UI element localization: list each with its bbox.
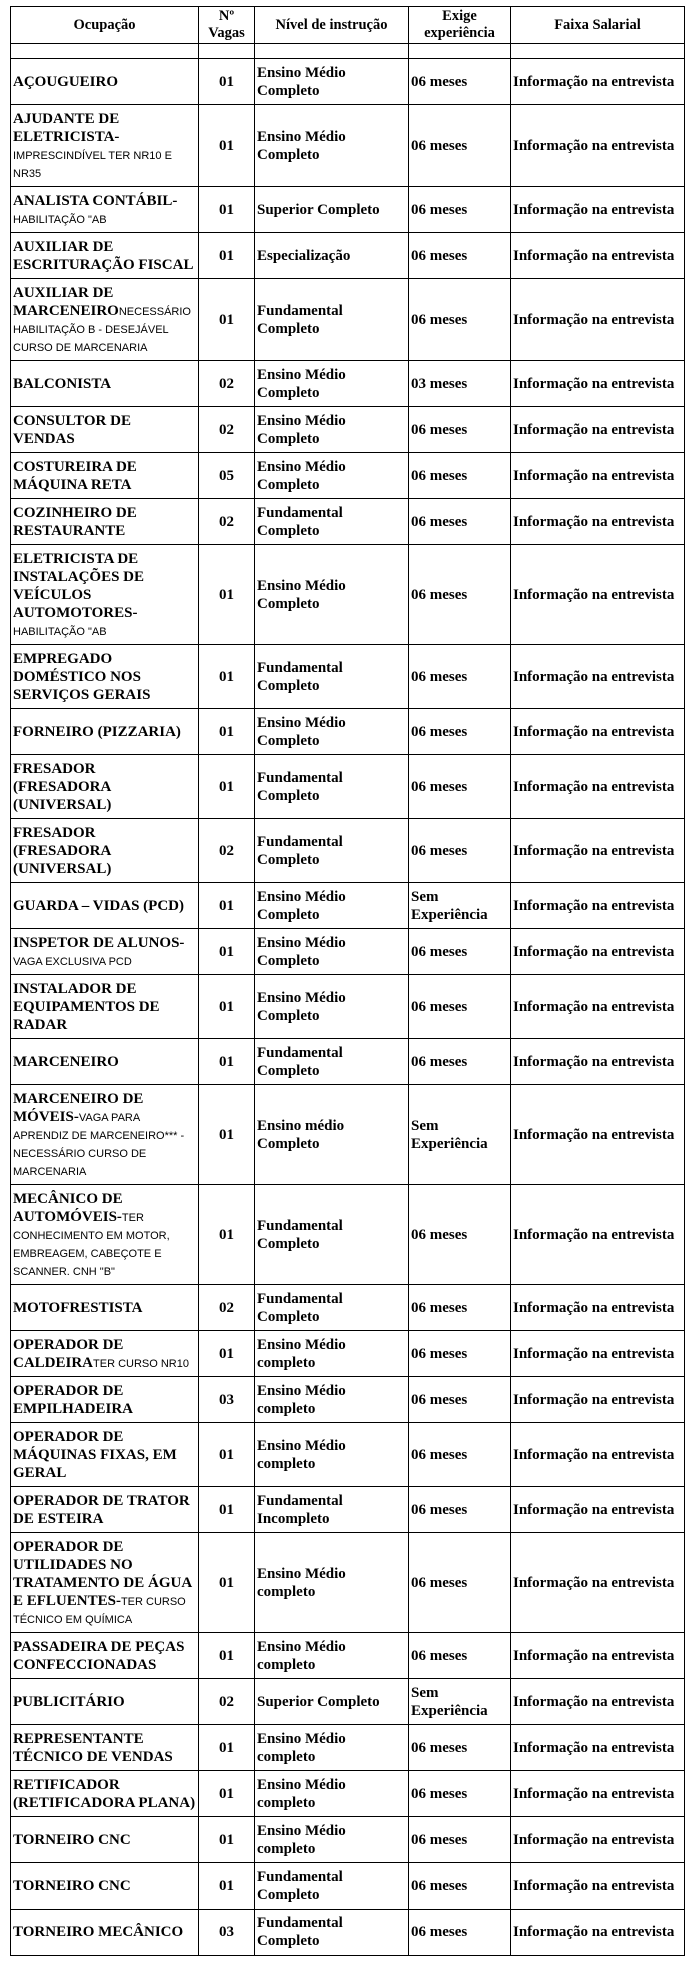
cell-ocupacao [11, 1423, 199, 1487]
cell-salario: Informação na entrevista [511, 453, 685, 499]
cell-salario: Informação na entrevista [511, 105, 685, 187]
cell-ocupacao [11, 233, 199, 279]
occupation-note: TER CONHECIMENTO EM MOTOR, EMBREAGEM, CABEÇOTE E SCANNER. CNH "B" [13, 1211, 170, 1278]
cell-vagas: 05 [199, 453, 255, 499]
table-row [11, 1487, 685, 1533]
cell-experiencia: 06 meses [409, 755, 511, 819]
cell-salario: Informação na entrevista [511, 233, 685, 279]
occupation-title: OPERADOR DE TRATOR DE ESTEIRA [13, 1492, 190, 1527]
cell-experiencia: 06 meses [409, 499, 511, 545]
cell-ocupacao [11, 1039, 199, 1085]
table-row [11, 1633, 685, 1679]
cell-nivel: Ensino Médio completo [255, 1771, 409, 1817]
cell-experiencia: 06 meses [409, 453, 511, 499]
table-row [11, 545, 685, 645]
cell-ocupacao [11, 105, 199, 187]
occupation-title: REPRESENTANTE TÉCNICO DE VENDAS [13, 1730, 173, 1765]
occupation-title: INSTALADOR DE EQUIPAMENTOS DE RADAR [13, 980, 160, 1033]
cell-salario: Informação na entrevista [511, 709, 685, 755]
table-row [11, 233, 685, 279]
cell-nivel: Fundamental Incompleto [255, 1487, 409, 1533]
table-row [11, 1039, 685, 1085]
cell-nivel: Ensino Médio completo [255, 1633, 409, 1679]
cell-experiencia: 03 meses [409, 361, 511, 407]
occupation-title: BALCONISTA [13, 375, 112, 392]
cell-nivel: Ensino Médio completo [255, 1533, 409, 1633]
cell-vagas: 01 [199, 1633, 255, 1679]
cell-vagas: 02 [199, 361, 255, 407]
cell-experiencia: 06 meses [409, 709, 511, 755]
cell-ocupacao [11, 1633, 199, 1679]
cell-vagas: 01 [199, 1185, 255, 1285]
table-row [11, 755, 685, 819]
cell-ocupacao [11, 59, 199, 105]
table-row [11, 499, 685, 545]
cell-ocupacao [11, 453, 199, 499]
table-row [11, 1331, 685, 1377]
cell-salario: Informação na entrevista [511, 1423, 685, 1487]
cell-salario: Informação na entrevista [511, 499, 685, 545]
cell-salario: Informação na entrevista [511, 975, 685, 1039]
occupation-title: ANALISTA CONTÁBIL- [13, 192, 178, 209]
cell-vagas: 01 [199, 1085, 255, 1185]
cell-ocupacao [11, 1185, 199, 1285]
occupation-title: RETIFICADOR (RETIFICADORA PLANA) [13, 1776, 196, 1811]
cell-experiencia: Sem Experiência [409, 1085, 511, 1185]
cell-vagas: 01 [199, 645, 255, 709]
table-row [11, 883, 685, 929]
cell-ocupacao [11, 709, 199, 755]
table-row [11, 407, 685, 453]
cell-vagas: 01 [199, 1725, 255, 1771]
cell-nivel: Fundamental Completo [255, 819, 409, 883]
cell-ocupacao [11, 975, 199, 1039]
cell-experiencia: 06 meses [409, 975, 511, 1039]
cell-nivel: Ensino Médio Completo [255, 105, 409, 187]
cell-experiencia: 06 meses [409, 1423, 511, 1487]
cell-salario: Informação na entrevista [511, 1725, 685, 1771]
occupation-title: TORNEIRO MECÂNICO [13, 1924, 184, 1940]
table-row [11, 1909, 685, 1955]
occupation-title: AJUDANTE DE ELETRICISTA- [13, 110, 120, 145]
cell-vagas: 01 [199, 1331, 255, 1377]
occupation-title: GUARDA – VIDAS (PCD) [13, 897, 184, 914]
cell-salario: Informação na entrevista [511, 1909, 685, 1955]
occupation-title: OPERADOR DE EMPILHADEIRA [13, 1382, 134, 1417]
header-row [11, 7, 685, 44]
cell-ocupacao [11, 279, 199, 361]
cell-experiencia: 06 meses [409, 1185, 511, 1285]
cell-salario: Informação na entrevista [511, 279, 685, 361]
occupation-title: FRESADOR (FRESADORA (UNIVERSAL) [13, 760, 112, 813]
cell-vagas: 01 [199, 975, 255, 1039]
header-nivel: Nível de instrução [255, 7, 409, 44]
cell-nivel: Superior Completo [255, 1679, 409, 1725]
cell-ocupacao [11, 1771, 199, 1817]
cell-experiencia: Sem Experiência [409, 883, 511, 929]
cell-experiencia: 06 meses [409, 407, 511, 453]
cell-experiencia: 06 meses [409, 1863, 511, 1909]
table-row [11, 1679, 685, 1725]
cell-nivel: Ensino Médio Completo [255, 975, 409, 1039]
cell-salario: Informação na entrevista [511, 187, 685, 233]
cell-nivel: Ensino Médio Completo [255, 545, 409, 645]
cell-experiencia: 06 meses [409, 1817, 511, 1863]
cell-nivel: Ensino Médio Completo [255, 453, 409, 499]
cell-experiencia: Sem Experiência [409, 1679, 511, 1725]
occupation-title: EMPREGADO DOMÉSTICO NOS SERVIÇOS GERAIS [13, 650, 151, 703]
occupation-note: HABILITAÇÃO "AB [13, 213, 107, 226]
cell-nivel: Ensino Médio Completo [255, 407, 409, 453]
table-row [11, 1185, 685, 1285]
cell-ocupacao [11, 883, 199, 929]
cell-salario: Informação na entrevista [511, 1771, 685, 1817]
occupation-title: ELETRICISTA DE INSTALAÇÕES DE VEÍCULOS AUTOMOTORES- [13, 550, 145, 621]
occupation-title: AÇOUGUEIRO [13, 73, 119, 90]
cell-experiencia: 06 meses [409, 1377, 511, 1423]
table-row [11, 975, 685, 1039]
cell-salario: Informação na entrevista [511, 883, 685, 929]
job-openings-table [10, 6, 685, 1956]
occupation-title: OPERADOR DE UTILIDADES NO TRATAMENTO DE ÁGUA E EFLUENTES- [13, 1538, 192, 1609]
cell-vagas: 01 [199, 1039, 255, 1085]
cell-ocupacao [11, 1487, 199, 1533]
occupation-note: VAGA EXCLUSIVA PCD [13, 955, 132, 968]
cell-vagas: 01 [199, 709, 255, 755]
cell-salario: Informação na entrevista [511, 819, 685, 883]
cell-experiencia: 06 meses [409, 1909, 511, 1955]
cell-nivel: Fundamental Completo [255, 1909, 409, 1955]
cell-ocupacao [11, 1331, 199, 1377]
cell-ocupacao [11, 1085, 199, 1185]
occupation-title: MECÂNICO DE AUTOMÓVEIS- [13, 1190, 123, 1225]
table-row [11, 645, 685, 709]
cell-ocupacao [11, 1377, 199, 1423]
cell-experiencia: 06 meses [409, 279, 511, 361]
table-row [11, 709, 685, 755]
table-row [11, 1377, 685, 1423]
header-experiencia: Exige experiência [409, 7, 511, 44]
occupation-title: PUBLICITÁRIO [13, 1693, 125, 1710]
cell-nivel: Ensino Médio completo [255, 1725, 409, 1771]
cell-experiencia: 06 meses [409, 187, 511, 233]
occupation-title: MARCENEIRO DE MÓVEIS- [13, 1090, 144, 1125]
cell-experiencia: 06 meses [409, 545, 511, 645]
cell-nivel: Fundamental Completo [255, 1285, 409, 1331]
table-row [11, 105, 685, 187]
cell-nivel: Fundamental Completo [255, 755, 409, 819]
cell-vagas: 01 [199, 233, 255, 279]
cell-salario: Informação na entrevista [511, 407, 685, 453]
cell-vagas: 02 [199, 819, 255, 883]
cell-salario: Informação na entrevista [511, 1679, 685, 1725]
cell-ocupacao [11, 1863, 199, 1909]
cell-vagas: 01 [199, 929, 255, 975]
cell-nivel: Especialização [255, 233, 409, 279]
table-row [11, 929, 685, 975]
cell-vagas: 01 [199, 1533, 255, 1633]
cell-salario: Informação na entrevista [511, 1633, 685, 1679]
cell-nivel: Fundamental Completo [255, 499, 409, 545]
cell-salario: Informação na entrevista [511, 1487, 685, 1533]
cell-vagas: 01 [199, 545, 255, 645]
cell-vagas: 02 [199, 1285, 255, 1331]
cell-nivel: Ensino Médio Completo [255, 361, 409, 407]
cell-nivel: Fundamental Completo [255, 1863, 409, 1909]
cell-ocupacao [11, 407, 199, 453]
occupation-title: COZINHEIRO DE RESTAURANTE [13, 504, 137, 539]
occupation-title: PASSADEIRA DE PEÇAS CONFECCIONADAS [13, 1638, 185, 1673]
cell-ocupacao [11, 1725, 199, 1771]
table-row [11, 453, 685, 499]
table-row [11, 1771, 685, 1817]
cell-nivel: Ensino Médio Completo [255, 883, 409, 929]
cell-ocupacao [11, 645, 199, 709]
cell-vagas: 01 [199, 1817, 255, 1863]
cell-vagas: 01 [199, 59, 255, 105]
cell-salario: Informação na entrevista [511, 1285, 685, 1331]
occupation-title: MOTOFRESTISTA [13, 1299, 143, 1316]
table-row [11, 819, 685, 883]
cell-ocupacao [11, 1909, 199, 1955]
cell-vagas: 01 [199, 755, 255, 819]
cell-salario: Informação na entrevista [511, 1817, 685, 1863]
table-row [11, 1863, 685, 1909]
blank-row [11, 44, 685, 59]
cell-vagas: 02 [199, 1679, 255, 1725]
occupation-title: FRESADOR (FRESADORA (UNIVERSAL) [13, 824, 112, 877]
occupation-note: IMPRESCINDÍVEL TER NR10 E NR35 [13, 149, 172, 180]
cell-nivel: Ensino Médio Completo [255, 929, 409, 975]
occupation-title: CONSULTOR DE VENDAS [13, 412, 131, 447]
cell-salario: Informação na entrevista [511, 1377, 685, 1423]
occupation-title: AUXILIAR DE ESCRITURAÇÃO FISCAL [13, 238, 194, 273]
cell-ocupacao [11, 499, 199, 545]
cell-ocupacao [11, 755, 199, 819]
cell-vagas: 01 [199, 1423, 255, 1487]
cell-experiencia: 06 meses [409, 233, 511, 279]
cell-vagas: 01 [199, 279, 255, 361]
cell-vagas: 01 [199, 1771, 255, 1817]
cell-vagas: 01 [199, 187, 255, 233]
cell-nivel: Fundamental Completo [255, 645, 409, 709]
header-salario: Faixa Salarial [511, 7, 685, 44]
occupation-note: NECESSÁRIO HABILITAÇÃO B - DESEJÁVEL CURSO DE MARCENARIA [13, 305, 191, 354]
cell-vagas: 01 [199, 883, 255, 929]
occupation-note: TER CURSO TÉCNICO EM QUÍMICA [13, 1595, 186, 1626]
cell-experiencia: 06 meses [409, 1487, 511, 1533]
cell-vagas: 03 [199, 1909, 255, 1955]
cell-experiencia: 06 meses [409, 1285, 511, 1331]
cell-salario: Informação na entrevista [511, 755, 685, 819]
cell-ocupacao [11, 187, 199, 233]
cell-nivel: Ensino Médio completo [255, 1377, 409, 1423]
cell-ocupacao [11, 1679, 199, 1725]
cell-ocupacao [11, 1817, 199, 1863]
cell-vagas: 03 [199, 1377, 255, 1423]
occupation-title: MARCENEIRO [13, 1053, 119, 1070]
cell-nivel: Superior Completo [255, 187, 409, 233]
occupation-title: FORNEIRO (PIZZARIA) [13, 723, 181, 740]
table-row [11, 1285, 685, 1331]
cell-salario: Informação na entrevista [511, 1185, 685, 1285]
cell-nivel: Fundamental Completo [255, 1039, 409, 1085]
cell-ocupacao [11, 1533, 199, 1633]
cell-vagas: 01 [199, 1487, 255, 1533]
table-row [11, 187, 685, 233]
cell-nivel: Fundamental Completo [255, 279, 409, 361]
cell-experiencia: 06 meses [409, 819, 511, 883]
cell-salario: Informação na entrevista [511, 1863, 685, 1909]
table-row [11, 1085, 685, 1185]
cell-salario: Informação na entrevista [511, 645, 685, 709]
cell-experiencia: 06 meses [409, 1331, 511, 1377]
cell-nivel: Ensino Médio completo [255, 1817, 409, 1863]
occupation-title: TORNEIRO CNC [13, 1831, 131, 1848]
table-row [11, 1423, 685, 1487]
cell-ocupacao [11, 929, 199, 975]
header-vagas: Nº Vagas [199, 7, 255, 44]
cell-experiencia: 06 meses [409, 929, 511, 975]
cell-experiencia: 06 meses [409, 105, 511, 187]
occupation-note: TER CURSO NR10 [93, 1357, 189, 1370]
cell-salario: Informação na entrevista [511, 1331, 685, 1377]
cell-salario: Informação na entrevista [511, 59, 685, 105]
occupation-note: VAGA PARA APRENDIZ DE MARCENEIRO*** - NECESSÁRIO CURSO DE MARCENARIA [13, 1111, 185, 1178]
cell-ocupacao [11, 819, 199, 883]
table-row [11, 1533, 685, 1633]
cell-nivel: Ensino Médio completo [255, 1331, 409, 1377]
cell-vagas: 01 [199, 105, 255, 187]
cell-experiencia: 06 meses [409, 1633, 511, 1679]
cell-salario: Informação na entrevista [511, 1039, 685, 1085]
occupation-title: TORNEIRO CNC [13, 1877, 131, 1894]
occupation-title: OPERADOR DE CALDEIRA [13, 1336, 124, 1371]
table-row [11, 1817, 685, 1863]
cell-salario: Informação na entrevista [511, 1533, 685, 1633]
cell-experiencia: 06 meses [409, 1725, 511, 1771]
cell-nivel: Fundamental Completo [255, 1185, 409, 1285]
cell-experiencia: 06 meses [409, 1533, 511, 1633]
cell-vagas: 02 [199, 407, 255, 453]
cell-experiencia: 06 meses [409, 645, 511, 709]
cell-experiencia: 06 meses [409, 1771, 511, 1817]
table-row [11, 59, 685, 105]
table-row [11, 1725, 685, 1771]
cell-salario: Informação na entrevista [511, 929, 685, 975]
cell-experiencia: 06 meses [409, 1039, 511, 1085]
occupation-title: COSTUREIRA DE MÁQUINA RETA [13, 458, 137, 493]
cell-nivel: Ensino médio Completo [255, 1085, 409, 1185]
cell-nivel: Ensino Médio Completo [255, 709, 409, 755]
cell-nivel: Ensino Médio completo [255, 1423, 409, 1487]
cell-ocupacao [11, 361, 199, 407]
cell-vagas: 01 [199, 1863, 255, 1909]
cell-salario: Informação na entrevista [511, 361, 685, 407]
occupation-note: HABILITAÇÃO "AB [13, 625, 107, 638]
occupation-title: OPERADOR DE MÁQUINAS FIXAS, EM GERAL [13, 1428, 177, 1481]
header-ocupacao: Ocupação [11, 7, 199, 44]
occupation-title: AUXILIAR DE MARCENEIRO [13, 284, 119, 319]
cell-experiencia: 06 meses [409, 59, 511, 105]
cell-ocupacao [11, 545, 199, 645]
cell-vagas: 02 [199, 499, 255, 545]
cell-salario: Informação na entrevista [511, 1085, 685, 1185]
occupation-title: INSPETOR DE ALUNOS- [13, 934, 185, 951]
cell-ocupacao [11, 1285, 199, 1331]
table-row [11, 361, 685, 407]
table-row [11, 279, 685, 361]
cell-salario: Informação na entrevista [511, 545, 685, 645]
cell-nivel: Ensino Médio Completo [255, 59, 409, 105]
